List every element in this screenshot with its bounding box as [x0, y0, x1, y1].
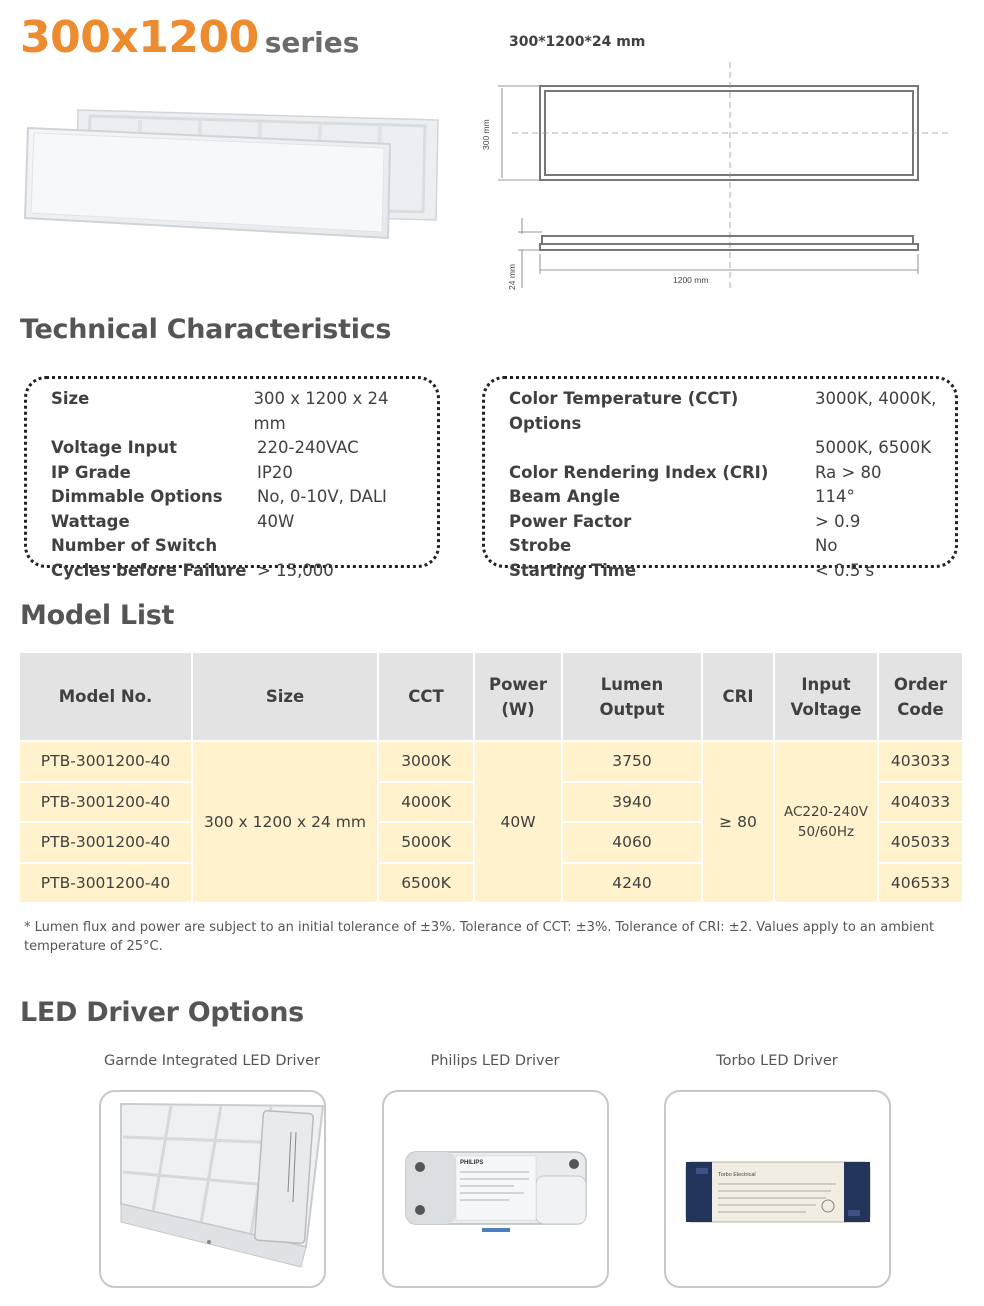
- cell-cct: 6500K: [378, 863, 474, 904]
- spec-value: < 0.5 s: [815, 560, 875, 580]
- spec-row: [509, 510, 941, 535]
- cell-size: 300 x 1200 x 24 mm: [192, 741, 378, 903]
- spec-key: Color Rendering Index (CRI): [509, 462, 769, 482]
- drawing-height-label: 300 mm: [481, 119, 491, 150]
- spec-key: Starting Time: [509, 560, 637, 580]
- spec-row: [509, 461, 941, 486]
- table-row: [20, 741, 962, 782]
- spec-key: Voltage Input: [51, 438, 177, 457]
- philips-brand-text: PHILIPS: [460, 1160, 484, 1166]
- cell-model: PTB-3001200-40: [20, 822, 192, 863]
- spec-row: [509, 534, 941, 559]
- spec-value: 3000K, 4000K,: [815, 389, 937, 408]
- table-header-row: [20, 653, 962, 741]
- dimension-label: 300*1200*24 mm: [509, 34, 646, 50]
- header-input-voltage: Input Voltage: [774, 653, 878, 741]
- model-table: [20, 653, 962, 904]
- cell-order-code: 404033: [878, 782, 962, 823]
- series-title: [20, 12, 359, 63]
- spec-key: Wattage: [51, 511, 130, 531]
- spec-key: Beam Angle: [509, 487, 621, 506]
- driver-card-torbo: [664, 1090, 891, 1288]
- spec-value: Ra > 80: [815, 462, 882, 482]
- spec-key: Number of Switch: [51, 536, 218, 555]
- header-model: Model No.: [20, 653, 192, 741]
- spec-row: [51, 461, 423, 486]
- series-subtitle: series: [264, 26, 360, 59]
- spec-value: No: [815, 536, 838, 555]
- philips-driver-image: [384, 1092, 607, 1286]
- header-cct: CCT: [378, 653, 474, 741]
- cell-cct: 5000K: [378, 822, 474, 863]
- cell-order-code: 403033: [878, 741, 962, 782]
- torbo-brand-text: Torbo Electrical: [718, 1172, 756, 1178]
- spec-key: IP Grade: [51, 462, 131, 482]
- spec-key: Size: [51, 389, 90, 408]
- spec-value: 40W: [257, 511, 295, 531]
- driver-card-philips: [382, 1090, 609, 1288]
- header-power: Power (W): [474, 653, 562, 741]
- spec-row: [51, 485, 423, 510]
- panel-product-image: [20, 100, 440, 250]
- spec-key: Power Factor: [509, 511, 632, 531]
- spec-row: [51, 534, 423, 559]
- spec-value: > 0.9: [815, 511, 861, 531]
- spec-value: 300 x 1200 x 24 mm: [253, 389, 389, 433]
- drawing-length-label: 1200 mm: [673, 275, 709, 285]
- model-section-title: Model List: [20, 600, 175, 631]
- spec-key: Cycles before Failure: [51, 560, 247, 580]
- tech-section-title: Technical Characteristics: [20, 314, 392, 345]
- driver-label-garnde: Garnde Integrated LED Driver: [104, 1053, 320, 1069]
- driver-card-garnde: [99, 1090, 326, 1288]
- spec-key: Dimmable Options: [51, 487, 223, 506]
- integrated-driver-image: [101, 1092, 324, 1286]
- spec-value: 220-240VAC: [257, 438, 359, 457]
- header-cri: CRI: [702, 653, 774, 741]
- cell-model: PTB-3001200-40: [20, 741, 192, 782]
- tolerance-footnote: * Lumen flux and power are subject to an initial tolerance of ±3%. Tolerance of CCT: ±3%. Tolerance of CRI: ±2. Values apply to an ambient temperature of 25°C.: [24, 920, 935, 954]
- drawing-thickness-label: 24 mm: [507, 264, 517, 290]
- cell-input-voltage: AC220-240V 50/60Hz: [774, 741, 878, 903]
- cell-lumen: 3940: [562, 782, 702, 823]
- spec-value: > 15,000: [257, 560, 334, 580]
- cell-order-code: 406533: [878, 863, 962, 904]
- spec-box-left: [24, 376, 440, 580]
- spec-value: IP20: [257, 462, 293, 482]
- series-main-title: 300x1200: [20, 12, 259, 63]
- dimension-drawing: [478, 58, 958, 298]
- spec-row: [509, 559, 941, 584]
- spec-row: [51, 436, 423, 461]
- spec-value: No, 0-10V, DALI: [257, 487, 387, 506]
- cell-lumen: 3750: [562, 741, 702, 782]
- spec-row: [51, 510, 423, 535]
- torbo-driver-image: [666, 1092, 889, 1286]
- cell-cct: 4000K: [378, 782, 474, 823]
- spec-key: Strobe: [509, 536, 572, 555]
- spec-key: [509, 436, 815, 461]
- header-order-code: Order Code: [878, 653, 962, 741]
- spec-value: 114°: [815, 487, 855, 506]
- spec-row: [51, 559, 423, 584]
- cell-power: 40W: [474, 741, 562, 903]
- spec-row: [509, 485, 941, 510]
- cell-model: PTB-3001200-40: [20, 782, 192, 823]
- spec-value: 5000K, 6500K: [815, 438, 932, 457]
- spec-box-right: [482, 376, 958, 580]
- header-lumen: Lumen Output: [562, 653, 702, 741]
- cell-cri: ≥ 80: [702, 741, 774, 903]
- spec-row: [509, 387, 941, 436]
- driver-label-philips: Philips LED Driver: [430, 1053, 560, 1069]
- cell-order-code: 405033: [878, 822, 962, 863]
- spec-row: [509, 436, 941, 461]
- spec-key: Color Temperature (CCT) Options: [509, 389, 739, 433]
- cell-lumen: 4060: [562, 822, 702, 863]
- driver-label-torbo: Torbo LED Driver: [716, 1053, 838, 1069]
- spec-row: [51, 387, 423, 436]
- cell-lumen: 4240: [562, 863, 702, 904]
- cell-model: PTB-3001200-40: [20, 863, 192, 904]
- driver-section-title: LED Driver Options: [20, 997, 304, 1028]
- cell-cct: 3000K: [378, 741, 474, 782]
- header-size: Size: [192, 653, 378, 741]
